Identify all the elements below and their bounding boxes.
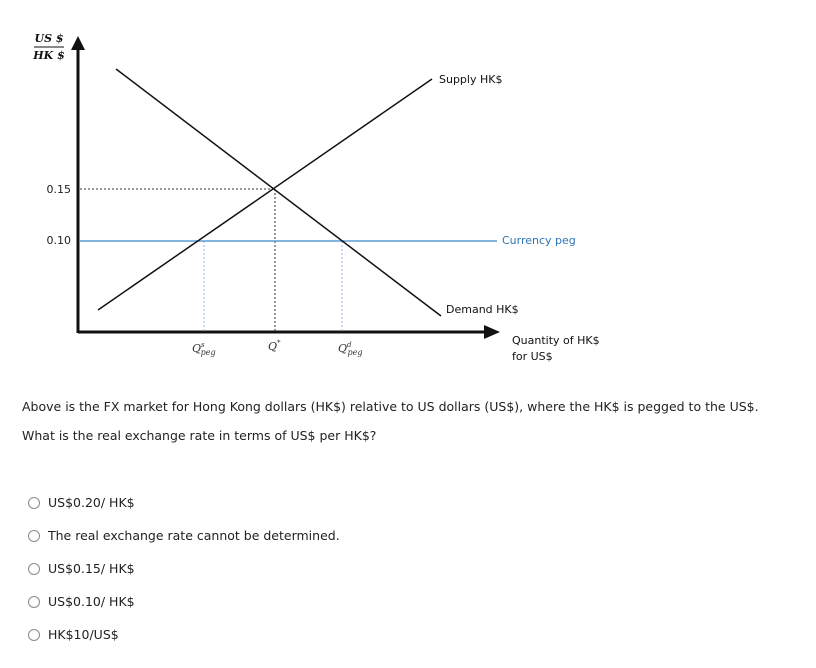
y-tick-label-015: 0.15 [46, 183, 71, 196]
answer-option-4[interactable] [28, 585, 340, 618]
question-prompt: What is the real exchange rate in terms of US$ per HK$? [22, 428, 377, 443]
answer-option-label[interactable]: US$0.20/ HK$ [48, 495, 135, 510]
answer-option-label[interactable]: US$0.10/ HK$ [48, 594, 135, 609]
q-demand-peg-label: $Q^d$ peg [338, 341, 363, 357]
x-axis-label-line1: Quantity of HK$ [512, 334, 600, 347]
answer-option-label[interactable]: HK$10/US$ [48, 627, 119, 642]
radio-button[interactable] [28, 629, 40, 641]
answer-option-3[interactable] [28, 552, 340, 585]
x-axis-label-line2: for US$ [512, 350, 553, 363]
x-axis-arrowhead [484, 325, 500, 339]
supply-curve [98, 79, 432, 310]
radio-button[interactable] [28, 497, 40, 509]
q-supply-peg-label: $Q^s$ peg [192, 341, 216, 357]
q-star-label: Q* [268, 339, 281, 353]
answer-option-1[interactable] [28, 486, 340, 519]
y-axis-label-numerator: US $ [34, 32, 64, 45]
radio-button[interactable] [28, 530, 40, 542]
answer-options [28, 486, 340, 651]
supply-curve-label: Supply HK$ [439, 73, 503, 86]
currency-peg-label: Currency peg [502, 234, 576, 247]
answer-option-label[interactable]: US$0.15/ HK$ [48, 561, 135, 576]
radio-button[interactable] [28, 563, 40, 575]
y-axis-label-denominator: HK $ [33, 49, 65, 62]
y-axis-arrowhead [71, 36, 85, 50]
y-tick-label-010: 0.10 [46, 234, 71, 247]
answer-option-label[interactable]: The real exchange rate cannot be determined. [48, 528, 340, 543]
answer-option-2[interactable] [28, 519, 340, 552]
answer-option-5[interactable] [28, 618, 340, 651]
radio-button[interactable] [28, 596, 40, 608]
demand-curve-label: Demand HK$ [446, 303, 519, 316]
question-context: Above is the FX market for Hong Kong dollars (HK$) relative to US dollars (US$), where the HK$ is pegged to the US$. [22, 399, 759, 414]
